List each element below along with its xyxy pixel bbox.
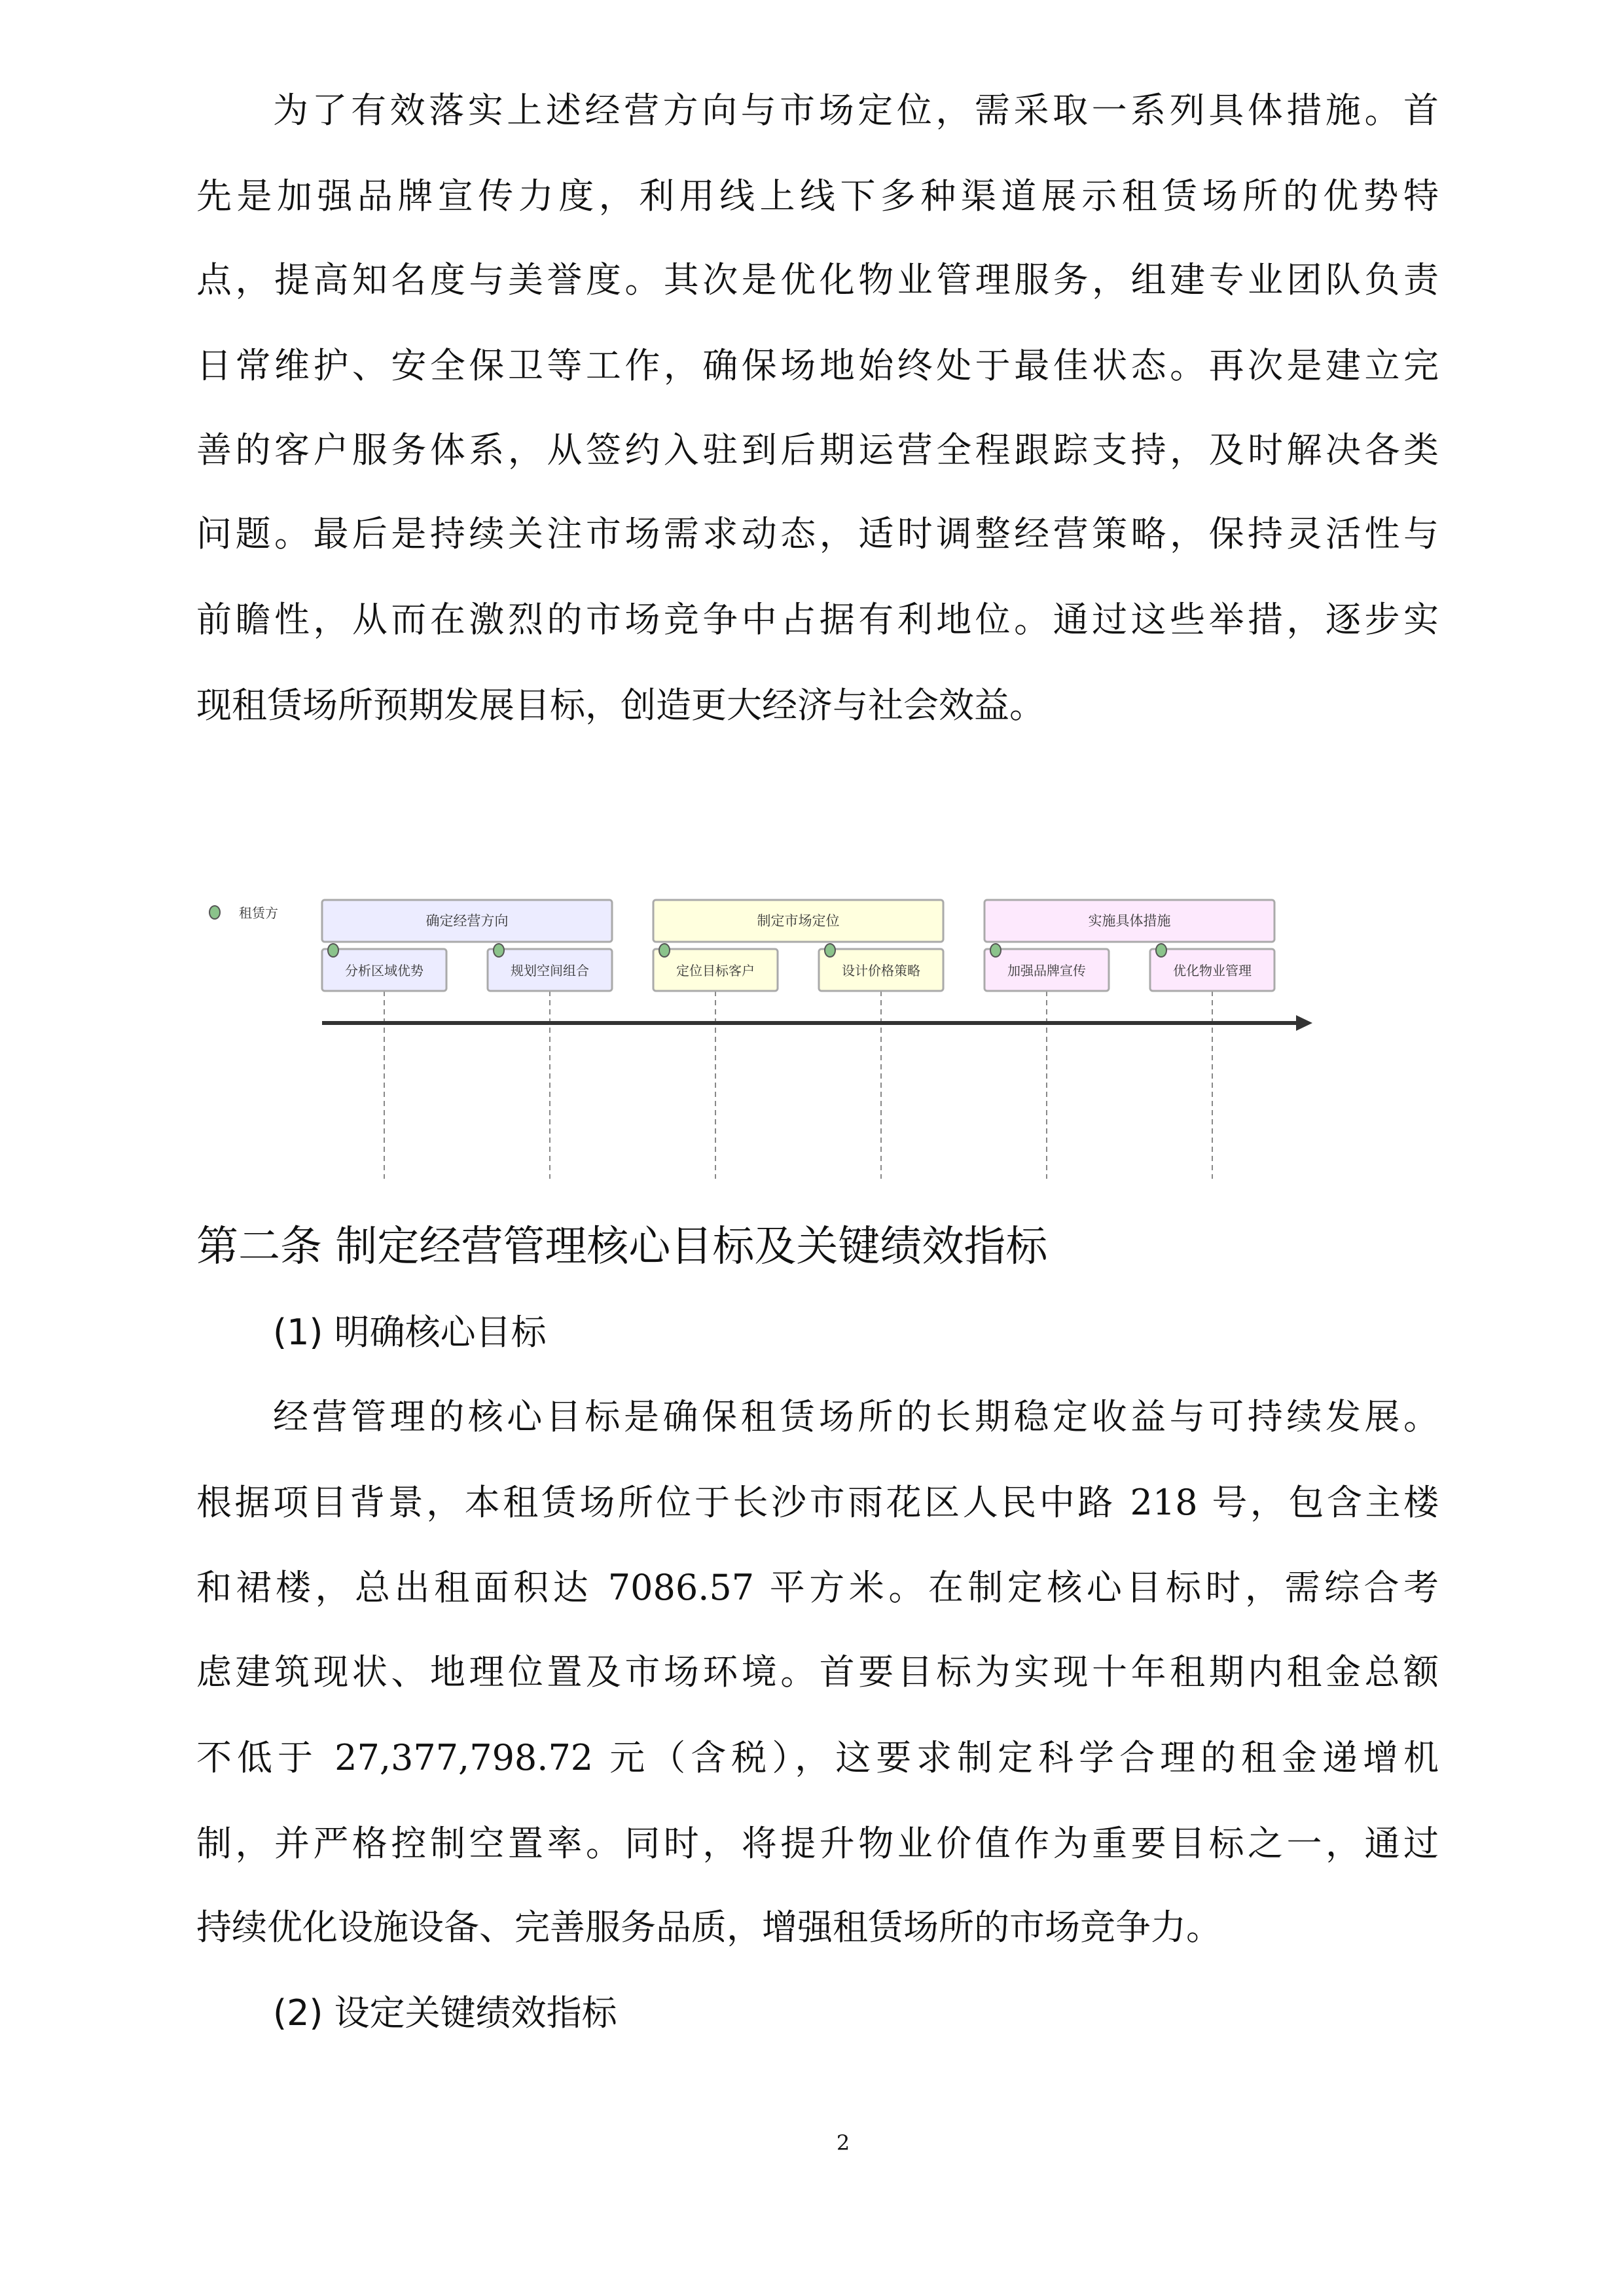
- text-line: 点，提高知名度与美誉度。其次是优化物业管理服务，组建专业团队负责: [196, 259, 1439, 300]
- page-number: 2: [836, 2130, 850, 2155]
- phase-group: [322, 900, 612, 1179]
- text-line: 持续优化设施设备、完善服务品质，增强租赁场所的市场竞争力。: [196, 1907, 1221, 1948]
- task-label: 设计价格策略: [842, 963, 920, 978]
- task-label: 规划空间组合: [511, 963, 589, 978]
- subheading-2: (2) 设定关键绩效指标: [273, 1992, 617, 2034]
- text-line: 经营管理的核心目标是确保租赁场所的长期稳定收益与可持续发展。: [273, 1396, 1439, 1437]
- phase-title: 实施具体措施: [1088, 913, 1171, 929]
- phase-title: 制定市场定位: [757, 913, 840, 929]
- text-line: 制，并严格控制空置率。同时，将提升物业价值作为重要目标之一，通过: [196, 1823, 1439, 1864]
- task-label: 加强品牌宣传: [1007, 963, 1086, 978]
- phase-title: 确定经营方向: [425, 913, 509, 929]
- task-dot-icon: [1156, 944, 1166, 957]
- arrow-head-icon: [1296, 1015, 1312, 1031]
- task-dot-icon: [659, 944, 670, 957]
- task-label: 优化物业管理: [1173, 963, 1252, 978]
- text-line: 现租赁场所预期发展目标，创造更大经济与社会效益。: [196, 685, 1045, 726]
- task-dot-icon: [328, 944, 338, 957]
- timeline-axis: [322, 1015, 1312, 1031]
- text-line: 先是加强品牌宣传力度，利用线上线下多种渠道展示租赁场所的优势特: [196, 175, 1439, 217]
- legend-dot-icon: [209, 906, 220, 919]
- subheading-1: (1) 明确核心目标: [273, 1312, 547, 1353]
- phase-group: [984, 900, 1274, 1179]
- section-heading: 第二条 制定经营管理核心目标及关键绩效指标: [196, 1223, 1048, 1271]
- phase-group: [653, 900, 943, 1179]
- task-dot-icon: [825, 944, 835, 957]
- text-line: 根据项目背景，本租赁场所位于长沙市雨花区人民中路 218 号，包含主楼: [196, 1482, 1439, 1523]
- task-label: 分析区域优势: [345, 963, 424, 978]
- text-line: 虑建筑现状、地理位置及市场环境。首要目标为实现十年租期内租金总额: [196, 1651, 1439, 1693]
- text-line: 前瞻性，从而在激烈的市场竞争中占据有利地位。通过这些举措，逐步实: [196, 599, 1439, 640]
- text-line: 日常维护、安全保卫等工作，确保场地始终处于最佳状态。再次是建立完: [196, 345, 1439, 386]
- text-line: 问题。最后是持续关注市场需求动态，适时调整经营策略，保持灵活性与: [196, 513, 1439, 554]
- text-line: 为了有效落实上述经营方向与市场定位，需采取一系列具体措施。首: [273, 90, 1439, 131]
- task-dot-icon: [990, 944, 1001, 957]
- text-line: 和裙楼，总出租面积达 7086.57 平方米。在制定核心目标时，需综合考: [196, 1567, 1439, 1608]
- task-dot-icon: [494, 944, 504, 957]
- task-label: 定位目标客户: [676, 963, 755, 978]
- legend: [209, 905, 278, 921]
- text-line: 不低于 27,377,798.72 元（含税），这要求制定科学合理的租金递增机: [196, 1737, 1439, 1778]
- text-line: 善的客户服务体系，从签约入驻到后期运营全程跟踪支持，及时解决各类: [196, 429, 1439, 471]
- legend-label: 租赁方: [239, 905, 278, 921]
